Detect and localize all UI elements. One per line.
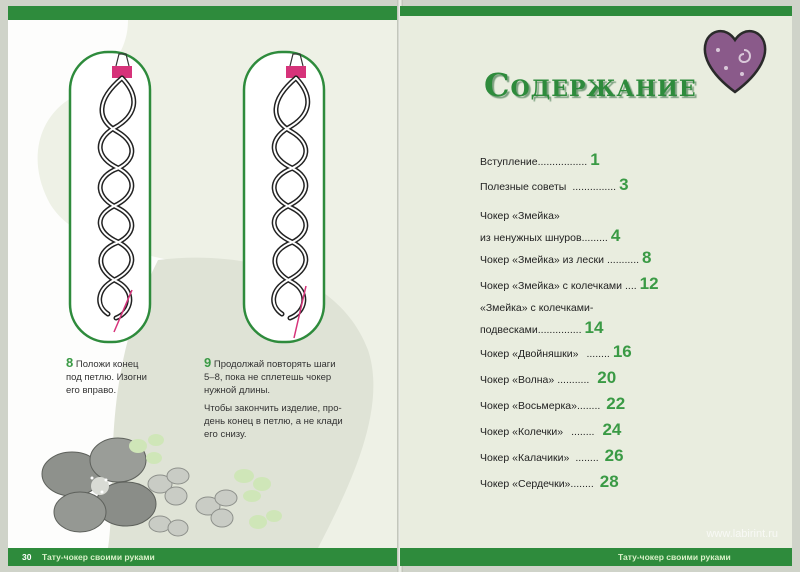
toc-page-number: 20 [597,368,617,387]
toc-page-number: 16 [612,342,632,361]
toc-leader-dots: ........ [586,348,610,360]
toc-leader-dots: ................. [537,156,588,168]
toc-entry-label: Чокер «Змейка» [480,210,560,222]
toc-leader-dots: ........... [606,254,640,266]
toc-page-number: 26 [604,446,624,465]
toc-leader-dots: ......... [581,232,608,244]
toc-page-number: 3 [619,175,629,194]
toc-entry-label: подвесками [480,324,538,336]
toc-entry-label: Чокер «Восьмерка» [480,400,577,412]
note-line: Чтобы закончить изделие, про- [204,403,342,414]
step-text-line: его вправо. [66,385,117,396]
step-text-line: Продолжай повторять шаги [213,359,336,370]
toc-entry[interactable] [480,420,621,440]
toc-entry[interactable] [480,302,603,338]
top-bar-right [400,6,792,16]
step-text-line: 5–8, пока не сплетешь чокер [204,372,332,383]
toc-leader-dots: ............... [537,324,582,336]
toc-page-number: 8 [642,248,652,267]
step-text-line: нужной длины. [204,385,271,396]
bottom-bar-right [400,548,792,566]
toc-entry-label: «Змейка» с колечками- [480,302,594,314]
book-title-footer: Тату-чокер своими руками [618,552,731,562]
toc-title: Содержание [484,66,697,104]
toc-entry[interactable] [480,368,616,388]
toc-leader-dots: .... [625,280,637,292]
toc-page-number: 24 [602,420,622,439]
toc-leader-dots: ........ [576,400,601,412]
toc-entry-label: Чокер «Сердечки» [480,478,571,490]
toc-leader-dots: ........ [571,426,595,438]
toc-entry-label: Чокер «Змейка» из лески [480,254,604,266]
heart-icon [700,20,770,100]
toc-entry[interactable] [480,472,619,492]
note-line: его снизу. [204,429,247,440]
step-9 [204,356,364,397]
toc-entry-label: из ненужных шнуров [480,232,582,244]
right-page [400,6,792,566]
toc-entry[interactable] [480,342,632,362]
toc-page-number: 1 [590,150,600,169]
toc-entry-label: Чокер «Змейка» с колечками [480,280,622,292]
note-line: день конец в петлю, а не клади [204,416,343,427]
toc-entry[interactable] [480,175,629,195]
toc-page-number: 4 [610,226,621,245]
step-text-line: Положи конец [75,359,139,370]
toc-leader-dots: ............... [572,181,617,193]
braid-illustration-step-9 [240,50,330,348]
top-bar-left [8,6,400,20]
page-number: 30 [22,552,32,562]
toc-entry[interactable] [480,150,600,170]
toc-entry[interactable] [480,274,659,294]
left-page [8,6,400,566]
toc-entry[interactable] [480,210,620,246]
toc-entry-label: Вступление [480,156,538,168]
flower-decoration [30,424,300,544]
toc-entry-label: Чокер «Калачики» [480,452,570,464]
toc-entry[interactable] [480,394,625,414]
toc-entry-label: Полезные советы [480,181,567,193]
toc-entry-label: Чокер «Волна» [480,374,555,386]
book-title-footer: Тату-чокер своими руками [42,552,155,562]
toc-entry-label: Чокер «Двойняшки» [480,348,579,360]
toc-leader-dots: ........ [575,452,599,464]
step-text-line: под петлю. Изогни [66,372,147,383]
watermark: www.labirint.ru [706,528,778,540]
toc-page-number: 22 [606,394,626,413]
toc-page-number: 28 [599,472,619,491]
toc-leader-dots: ........... [557,374,590,386]
toc-entry[interactable] [480,446,624,466]
toc-entry-label: Чокер «Колечки» [480,426,564,438]
toc-page-number: 12 [639,274,659,293]
step-8 [66,356,186,397]
toc-leader-dots: ........ [570,478,594,490]
braid-illustration-step-8 [66,50,156,348]
toc-entry[interactable] [480,248,652,268]
toc-page-number: 14 [584,318,604,337]
step-number: 8 [66,355,74,370]
step-number: 9 [204,355,212,370]
